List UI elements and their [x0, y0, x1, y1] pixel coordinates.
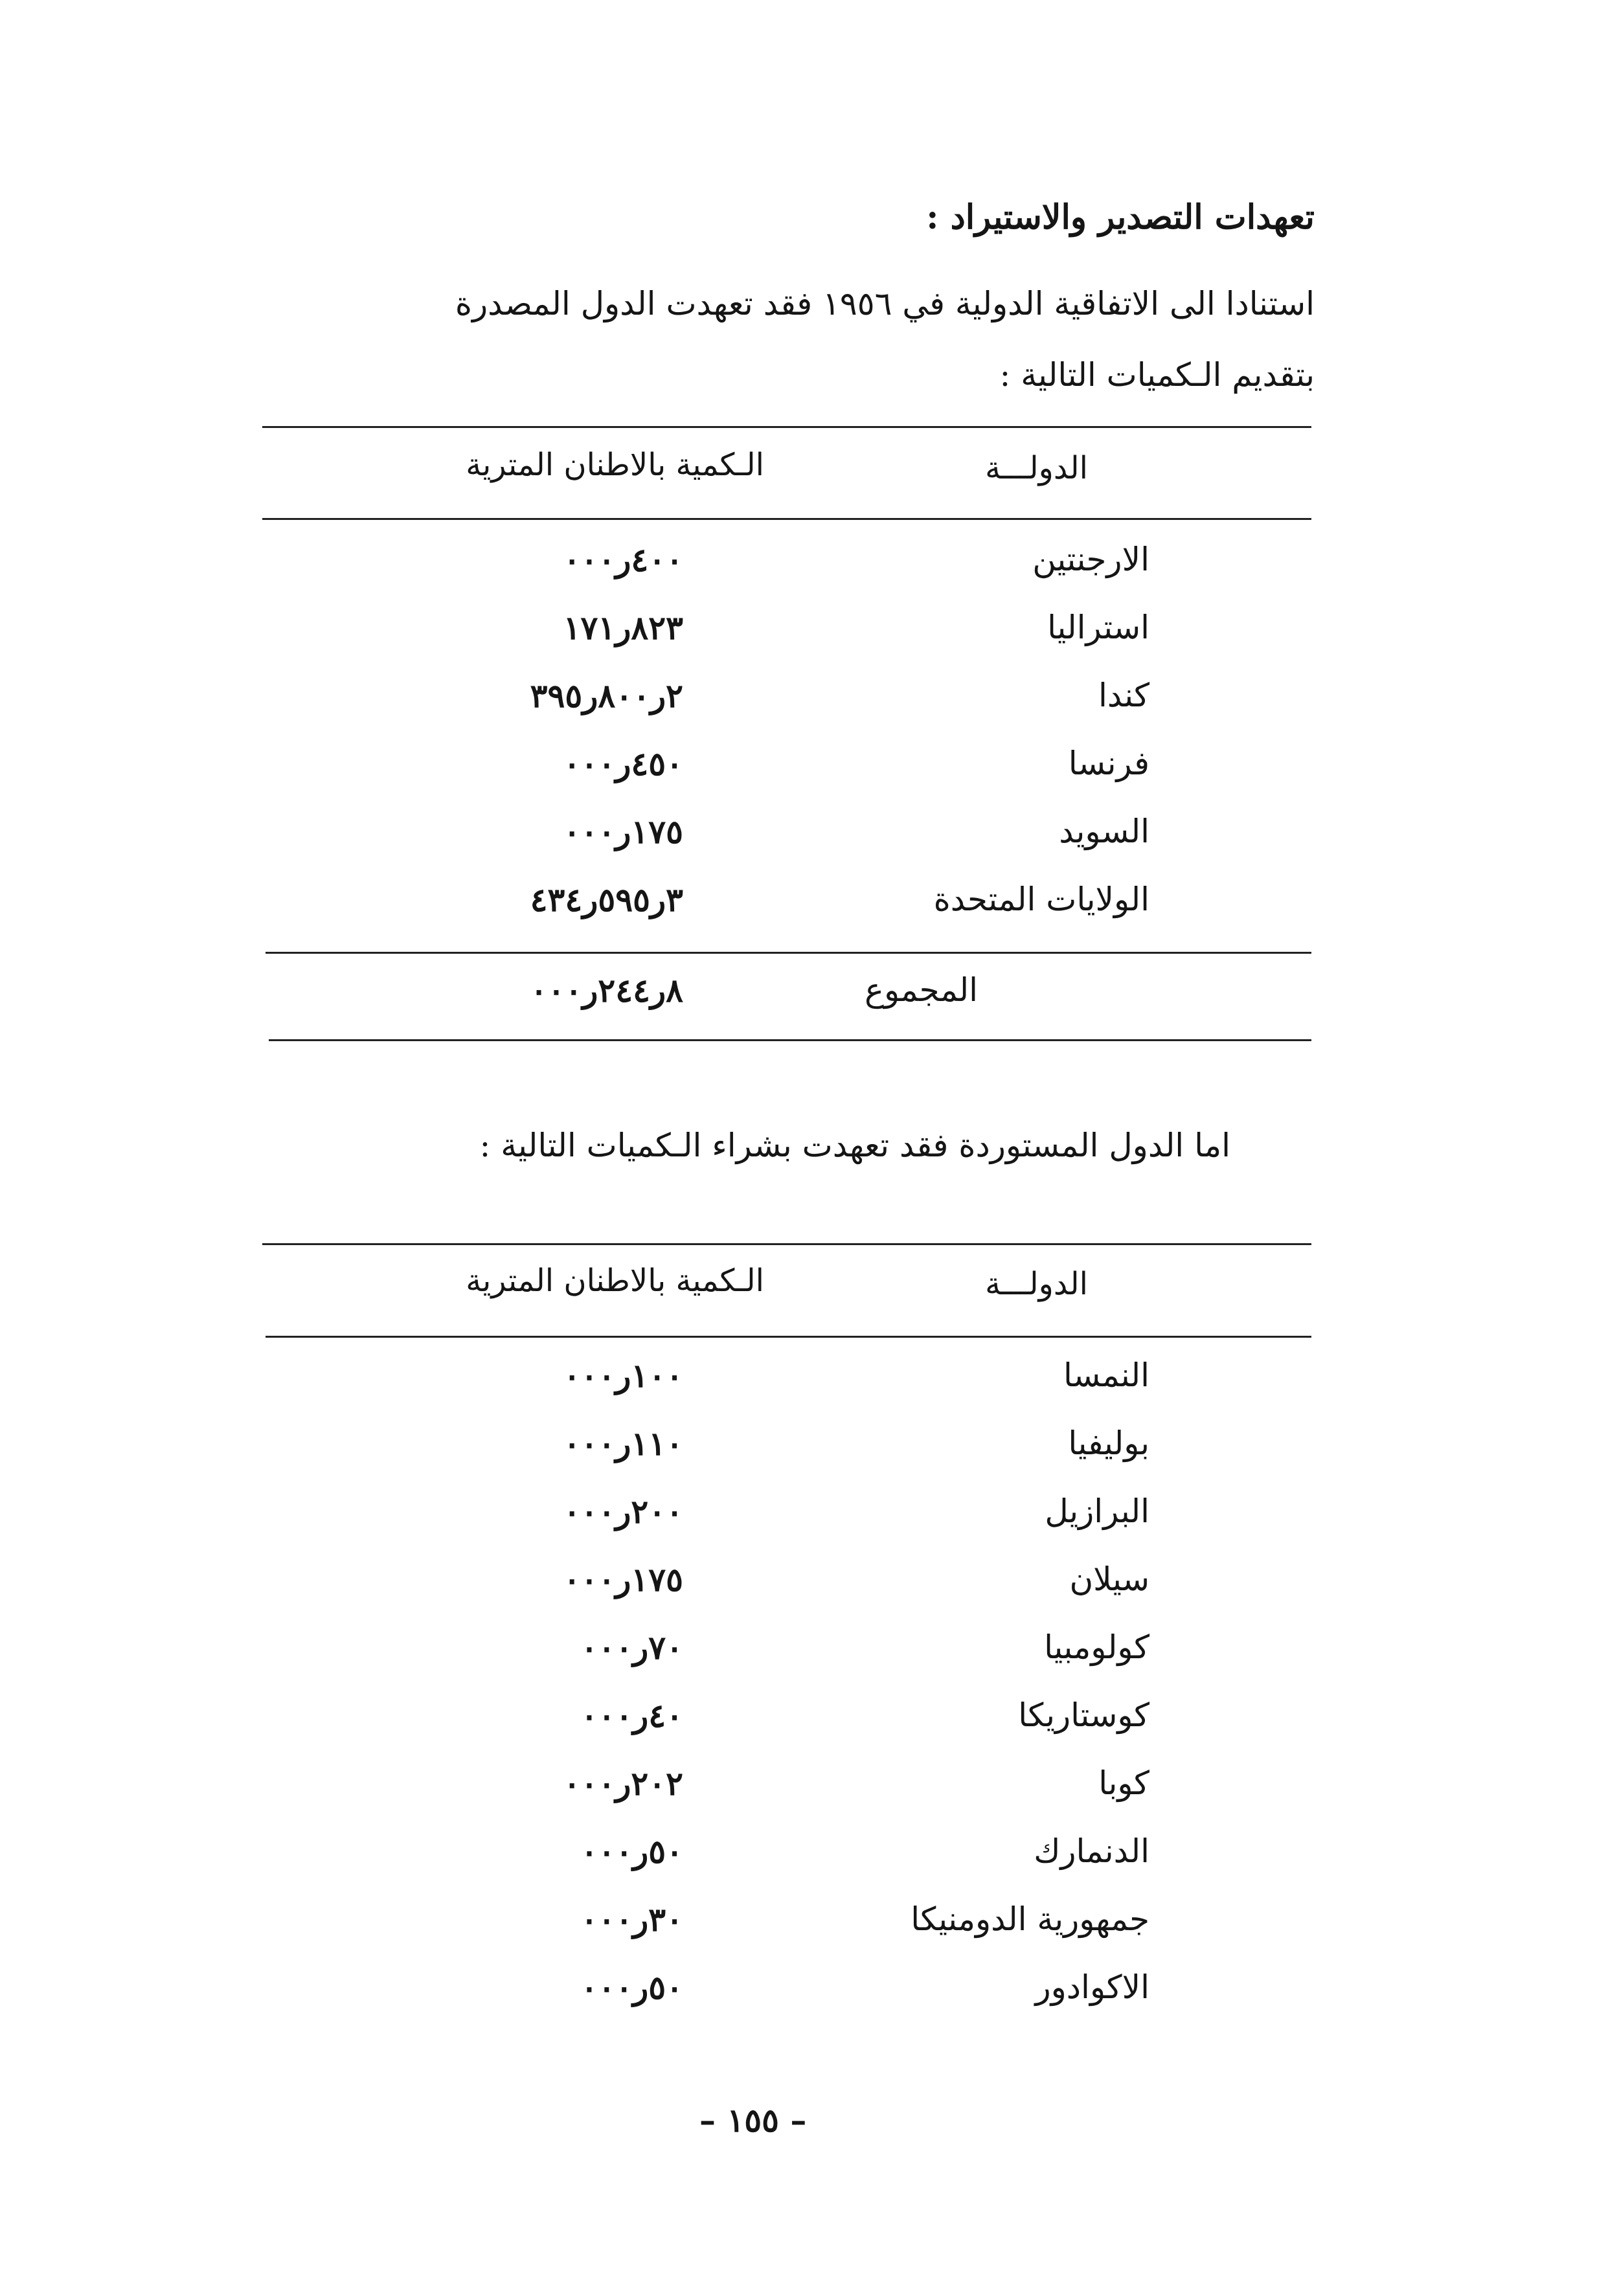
exporter-country: الارجنتين [1032, 541, 1149, 578]
exporters-header-rule [262, 518, 1311, 520]
exporter-country: استراليا [1047, 609, 1149, 646]
importers-intro: اما الدول المستوردة فقد تعهدت بشراء الـكميات التالية : [479, 1127, 1230, 1164]
importer-country: كوبا [1098, 1764, 1149, 1802]
exporters-header-country: الدولـــة [985, 450, 1088, 486]
intro-line-2: بتقديم الـكميات التالية : [999, 356, 1315, 394]
importer-quantity: ٥٠ر٠٠٠ [580, 1968, 683, 2007]
intro-line-1: استنادا الى الاتفاقية الدولية في ١٩٥٦ فقد تعهدت الدول المصدرة [455, 285, 1315, 322]
exporter-country: السويد [1059, 813, 1149, 850]
importers-header-rule [266, 1336, 1311, 1338]
exporter-quantity: ٢ر٨٠٠ر٣٩٥ [530, 677, 683, 715]
importer-country: بوليفيا [1068, 1424, 1149, 1462]
exporters-header-quantity: الـكمية بالاطنان المترية [466, 447, 764, 483]
importer-quantity: ٢٠٠ر٠٠٠ [563, 1492, 683, 1531]
section-heading: تعهدات التصدير والاستيراد : [926, 197, 1315, 237]
exporter-quantity: ٨٢٣ر١٧١ [563, 609, 683, 647]
importer-country: البرازيل [1045, 1492, 1149, 1530]
exporter-country: فرنسا [1068, 745, 1149, 782]
importer-quantity: ١٧٥ر٠٠٠ [563, 1560, 683, 1599]
importer-country: كولومبيا [1044, 1628, 1149, 1666]
importer-quantity: ٤٠ر٠٠٠ [580, 1696, 683, 1735]
importer-quantity: ٧٠ر٠٠٠ [580, 1628, 683, 1667]
importer-country: الدنمارك [1034, 1832, 1149, 1870]
exporter-country: الولايات المتحدة [933, 881, 1149, 918]
exporter-quantity: ٤٥٠ر٠٠٠ [563, 745, 683, 783]
importer-quantity: ٢٠٢ر٠٠٠ [563, 1764, 683, 1803]
importer-country: كوستاريكا [1018, 1696, 1149, 1734]
importer-country: سيلان [1069, 1560, 1149, 1598]
importer-quantity: ١٠٠ر٠٠٠ [563, 1356, 683, 1395]
importer-country: الاكوادور [1035, 1968, 1149, 2006]
exporter-quantity: ٤٠٠ر٠٠٠ [563, 541, 683, 579]
exporter-country: كندا [1098, 677, 1149, 714]
exporter-quantity: ٣ر٥٩٥ر٤٣٤ [530, 881, 683, 919]
importers-header-country: الدولـــة [985, 1266, 1088, 1302]
page-number: – ١٥٥ – [699, 2101, 807, 2139]
exporters-total-value: ٨ر٢٤٤ر٠٠٠ [530, 971, 683, 1009]
importer-country: جمهورية الدومنيكا [911, 1900, 1149, 1938]
exporters-bottom-rule [269, 1039, 1311, 1041]
exporter-quantity: ١٧٥ر٠٠٠ [563, 813, 683, 851]
exporters-total-label: المجموع [865, 971, 978, 1009]
exporters-top-rule [262, 426, 1311, 428]
importer-country: النمسا [1063, 1356, 1149, 1394]
importers-header-quantity: الـكمية بالاطنان المترية [466, 1263, 764, 1299]
importers-top-rule [262, 1243, 1311, 1245]
exporters-total-rule [266, 952, 1311, 954]
importer-quantity: ٥٠ر٠٠٠ [580, 1832, 683, 1871]
importer-quantity: ١١٠ر٠٠٠ [563, 1424, 683, 1463]
importer-quantity: ٣٠ر٠٠٠ [580, 1900, 683, 1939]
